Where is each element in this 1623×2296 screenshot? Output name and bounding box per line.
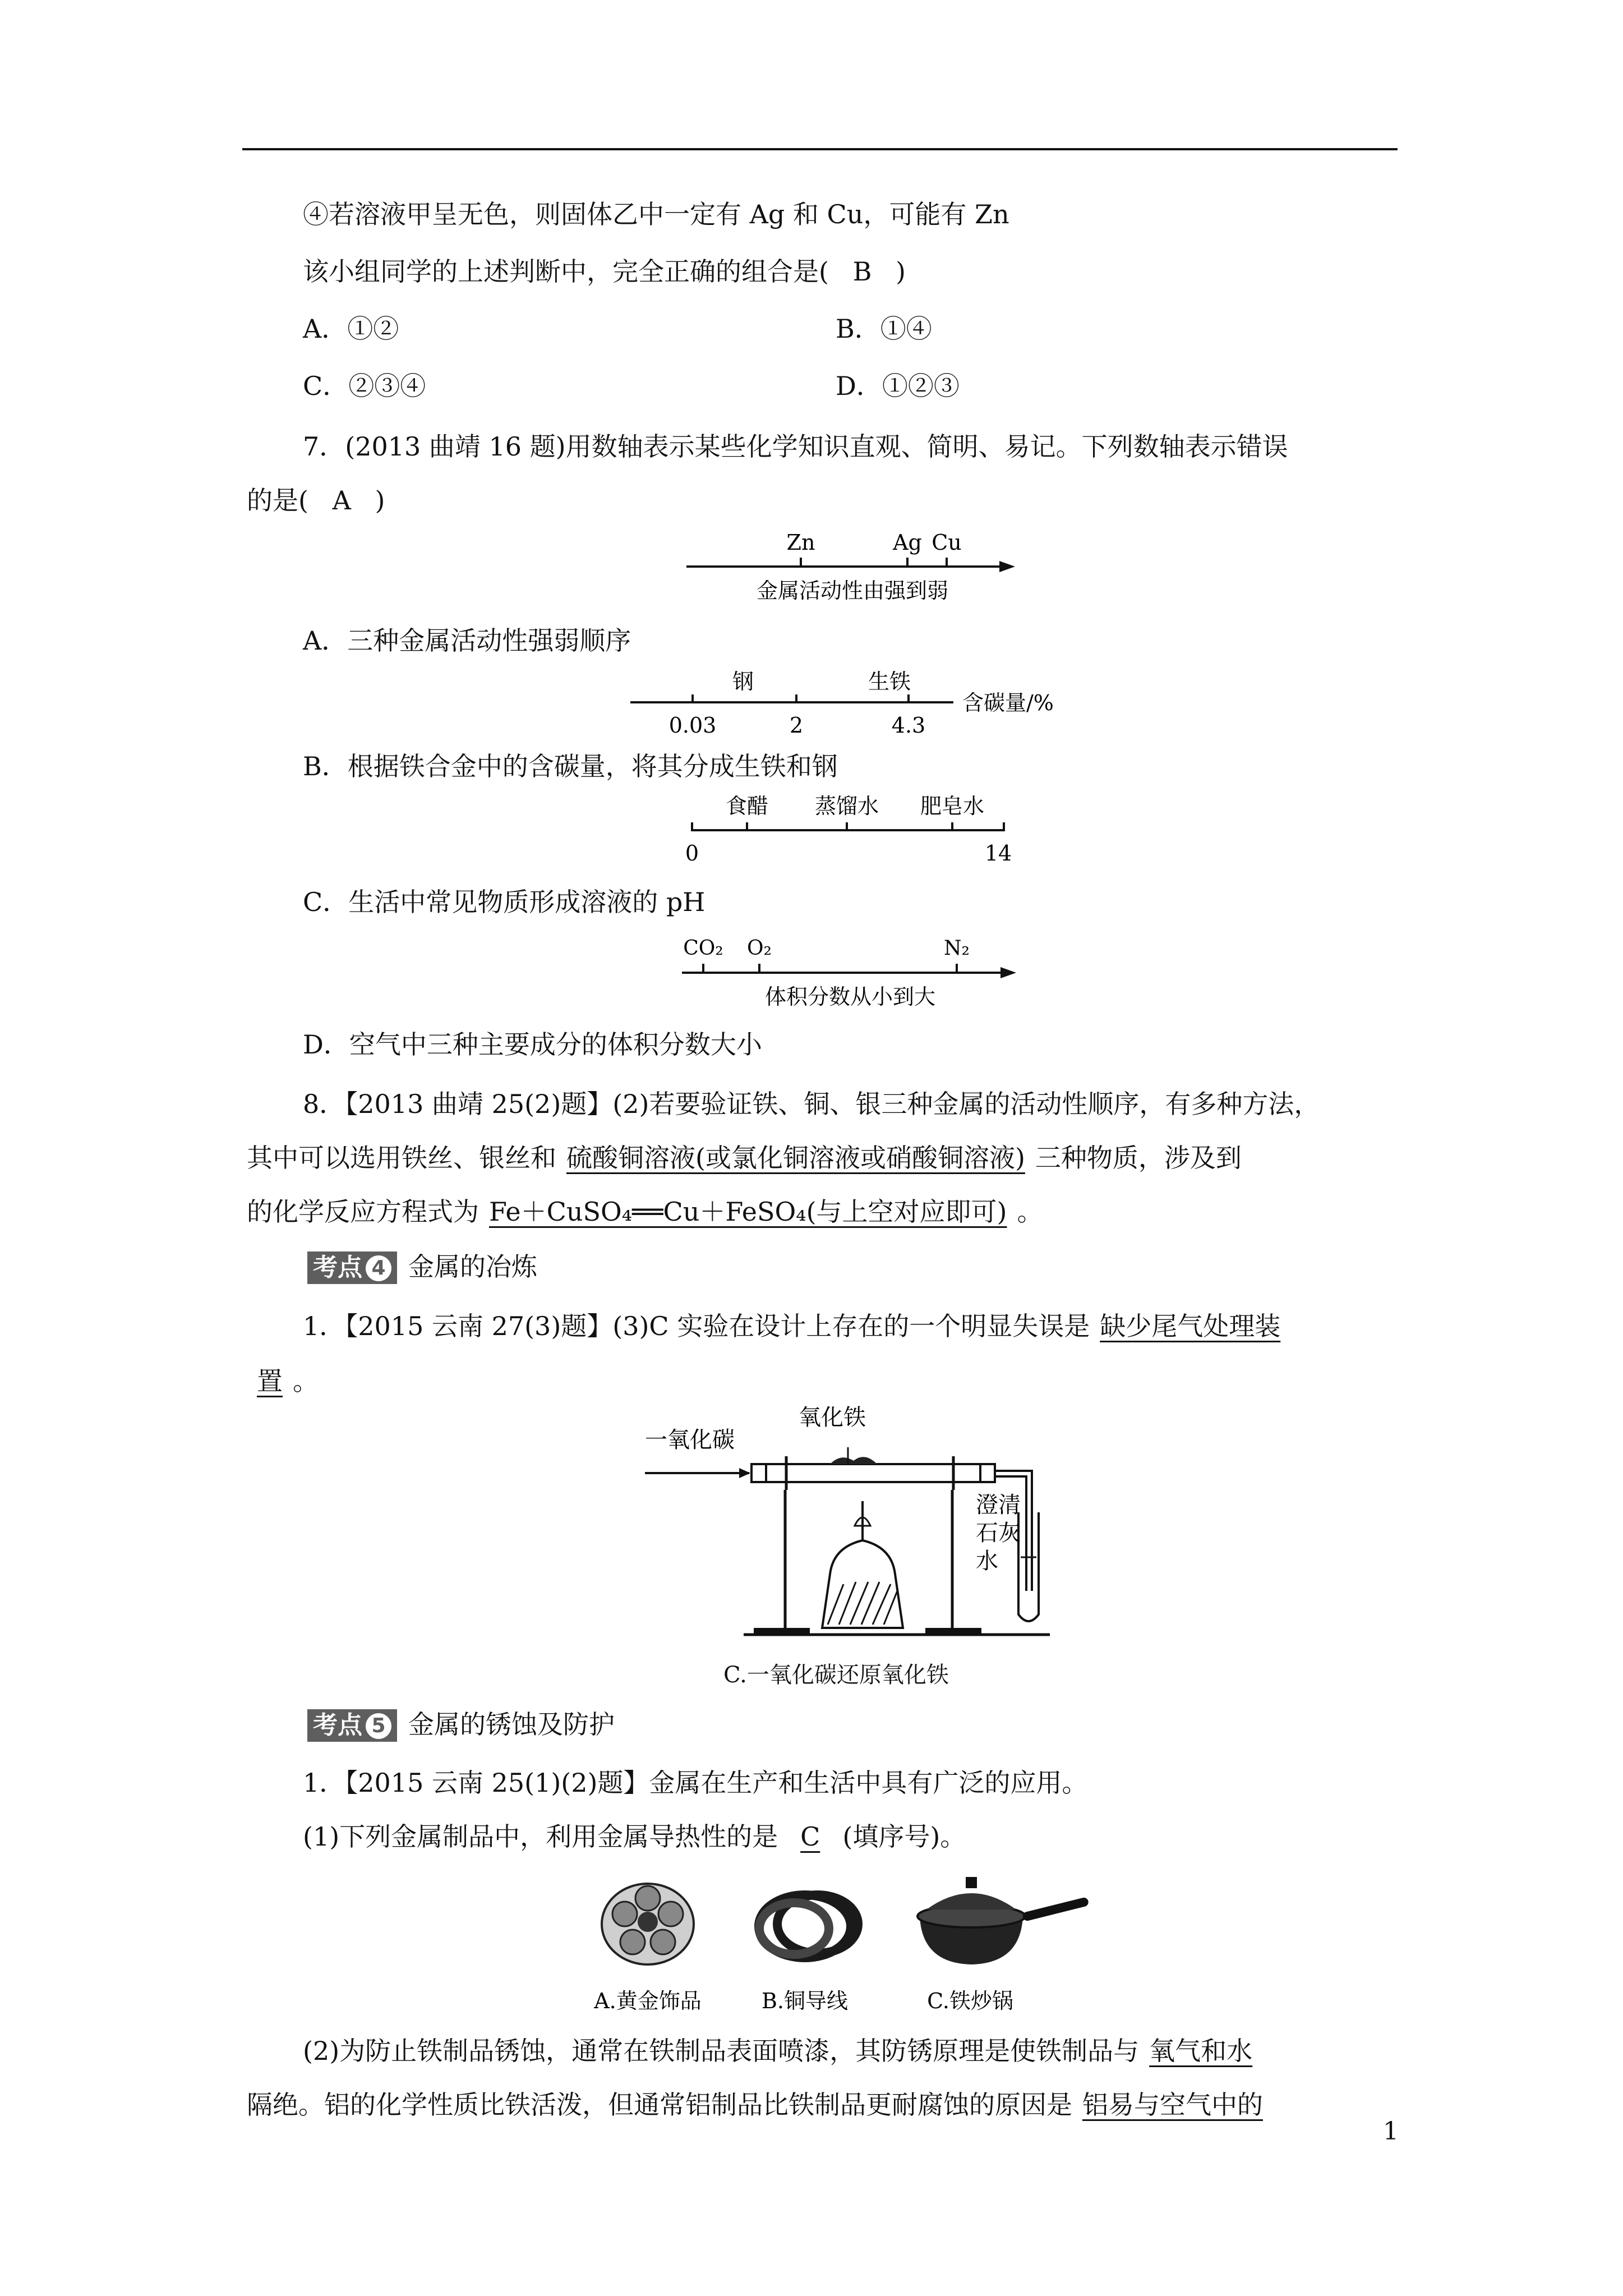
t5q1-sub-2-prefix: (2)为防止铁制品锈蚀，通常在铁制品表面喷漆，其防锈原理是使铁制品与 [303,2036,1140,2066]
t4q1-answer-part-1: 缺少尾气处理装 [1100,1311,1281,1341]
label-lime-water-5: 水 [976,1548,998,1574]
iron-oxide-powder-icon [830,1457,877,1464]
axis-b-label-pig-iron: 生铁 [868,669,911,694]
axis-d-label-o2: O₂ [747,937,772,960]
q7-option-b: B．根据铁合金中的含碳量，将其分成生铁和钢 [303,751,838,781]
label-lime-water-2: 清 [998,1492,1021,1518]
stopper-left-icon [751,1464,766,1482]
q7-answer: A [332,485,351,516]
t5q1-sub-1-prefix: (1)下列金属制品中，利用金属导热性的是 [303,1821,778,1852]
label-iron-oxide: 氧化铁 [799,1406,866,1430]
q6-option-b: B．①④ [836,314,932,344]
axis-c-figure [684,791,1021,872]
q7-option-d: D．空气中三种主要成分的体积分数大小 [303,1029,762,1060]
axis-a-label-zn: Zn [786,530,815,555]
axis-c-tick-14: 14 [984,841,1012,866]
axis-b-label-steel: 钢 [732,669,754,694]
alcohol-lamp-icon [822,1540,903,1628]
q6-stem-close: ) [896,256,906,287]
apparatus-caption: C.一氧化碳还原氧化铁 [723,1662,949,1688]
q8-line-3 [247,1195,1402,1228]
q7-option-a: A．三种金属活动性强弱顺序 [303,625,631,656]
t4q1-answer-part-2: 置 [257,1366,283,1396]
axis-d-arrow [1000,967,1016,978]
q6-answer: B [852,256,872,287]
label-lime-water-4: 灰 [998,1520,1021,1546]
gas-inlet-arrow-icon [739,1468,750,1478]
axis-a-caption: 金属活动性由强到弱 [756,578,949,603]
q6-stem-text: 该小组同学的上述判断中，完全正确的组合是( [303,256,829,287]
label-carbon-monoxide: 一氧化碳 [645,1427,735,1453]
caption-iron-wok: C.铁炒锅 [927,1989,1013,2013]
axis-d-caption: 体积分数从小到大 [764,984,936,1009]
q8-line-2-suffix: 三种物质，涉及到 [1035,1143,1242,1173]
topic-4-heading [307,1250,1463,1284]
axis-d-figure [676,932,1024,1013]
label-lime-water-3: 石 [976,1520,998,1546]
axis-a-arrow [999,561,1015,572]
q8-line-1: 8．【2013 曲靖 25(2)题】(2)若要验证铁、铜、银三种金属的活动性顺序，有多种方法， [303,1089,1320,1119]
q6-option-d: D．①②③ [836,371,960,401]
topic-5-title: 金属的锈蚀及防护 [408,1709,615,1740]
t5q1-line-1: 1．【2015 云南 25(1)(2)题】金属在生产和生活中具有广泛的应用。 [303,1768,1088,1798]
topic-4-title: 金属的冶炼 [408,1251,537,1282]
q8-line-3-prefix: 的化学反应方程式为 [247,1197,479,1227]
topic-4-number: 4 [366,1255,391,1281]
topic-4-badge-text: 考点 [313,1253,362,1282]
t5q1-sub-1-answer: C [800,1821,820,1852]
q6-option-a: A．①② [303,314,399,344]
q6-stem [303,255,1458,288]
topic-5-badge-text: 考点 [313,1711,362,1740]
t4q1-line-1-prefix: 1．【2015 云南 27(3)题】(3)C 实验在设计上存在的一个明显失误是 [303,1311,1090,1341]
t4q1-line-2-suffix: 。 [293,1366,319,1396]
t5q1-sub-2-line-2-prefix: 隔绝。铝的化学性质比铁活泼，但通常铝制品比铁制品更耐腐蚀的原因是 [247,2090,1072,2120]
q8-line-2-prefix: 其中可以选用铁丝、银丝和 [247,1143,556,1173]
t5q1-sub-1-suffix: (填序号)。 [842,1821,966,1852]
t5q1-sub-2 [303,2034,1458,2068]
caption-gold-jewelry: A.黄金饰品 [594,1989,702,2013]
metal-products-figure [583,1868,1110,2022]
topic-5-badge [307,1709,397,1742]
stopper-right-icon [980,1464,995,1482]
t5q1-sub-2-line-2 [247,2088,1402,2122]
t4q1-line-2 [247,1364,1402,1398]
axis-b-tick-2: 2 [789,713,804,738]
axis-b-figure [628,666,1088,742]
axis-b-tick-0-03: 0.03 [668,713,717,738]
q8-answer-blank-1: 硫酸铜溶液(或氯化铜溶液或硝酸铜溶液) [566,1143,1025,1173]
q7-line-2 [247,484,1402,517]
test-tube-icon [1018,1512,1039,1621]
t4q1-line-1 [303,1309,1458,1343]
page-number: 1 [1383,2117,1399,2146]
q7-line-2-suffix: ) [375,485,385,516]
axis-a-label-cu: Cu [932,530,962,555]
q8-line-3-suffix: 。 [1017,1197,1043,1227]
axis-a-label-ag: Ag [893,530,922,555]
q7-line-2-prefix: 的是( [247,485,308,516]
axis-d-label-co2: CO₂ [683,937,723,960]
axis-a-figure [684,527,1021,608]
q8-answer-blank-2: Fe＋CuSO₄══Cu＋FeSO₄(与上空对应即可) [489,1197,1007,1227]
topic-4-badge [307,1251,397,1284]
label-lime-water-1: 澄 [976,1492,998,1518]
header-rule [242,148,1398,150]
axis-c-label-soap: 肥皂水 [920,794,985,818]
axis-c-tick-0: 0 [685,841,699,866]
q6-option-c: C．②③④ [303,371,426,401]
topic-5-heading [307,1708,1463,1742]
iron-wok-icon [917,1877,1089,1964]
reaction-tube-icon [766,1464,980,1482]
axis-b-tick-4-3: 4.3 [891,713,926,738]
q7-option-c: C．生活中常见物质形成溶液的 pH [303,887,706,917]
t5q1-sub-2-answer: 氧气和水 [1149,2036,1253,2066]
q6-statement-4: ④若溶液甲呈无色，则固体乙中一定有 Ag 和 Cu，可能有 Zn [303,199,1009,229]
gold-jewelry-icon [602,1884,694,1964]
topic-5-number: 5 [366,1713,391,1739]
copper-wire-icon [759,1895,858,1958]
axis-d-label-n2: N₂ [944,937,970,960]
axis-b-unit: 含碳量/% [962,691,1054,715]
q8-line-2 [247,1141,1402,1175]
t5q1-sub-1 [303,1820,1458,1853]
co-reduction-apparatus-figure [639,1406,1066,1655]
t5q1-sub-2-answer-2: 铝易与空气中的 [1082,2090,1263,2120]
q7-line-1: 7．(2013 曲靖 16 题)用数轴表示某些化学知识直观、简明、易记。下列数轴表示错误 [303,431,1288,462]
axis-c-label-water: 蒸馏水 [814,794,879,818]
caption-copper-wire: B.铜导线 [761,1989,849,2013]
axis-c-label-vinegar: 食醋 [725,794,769,818]
